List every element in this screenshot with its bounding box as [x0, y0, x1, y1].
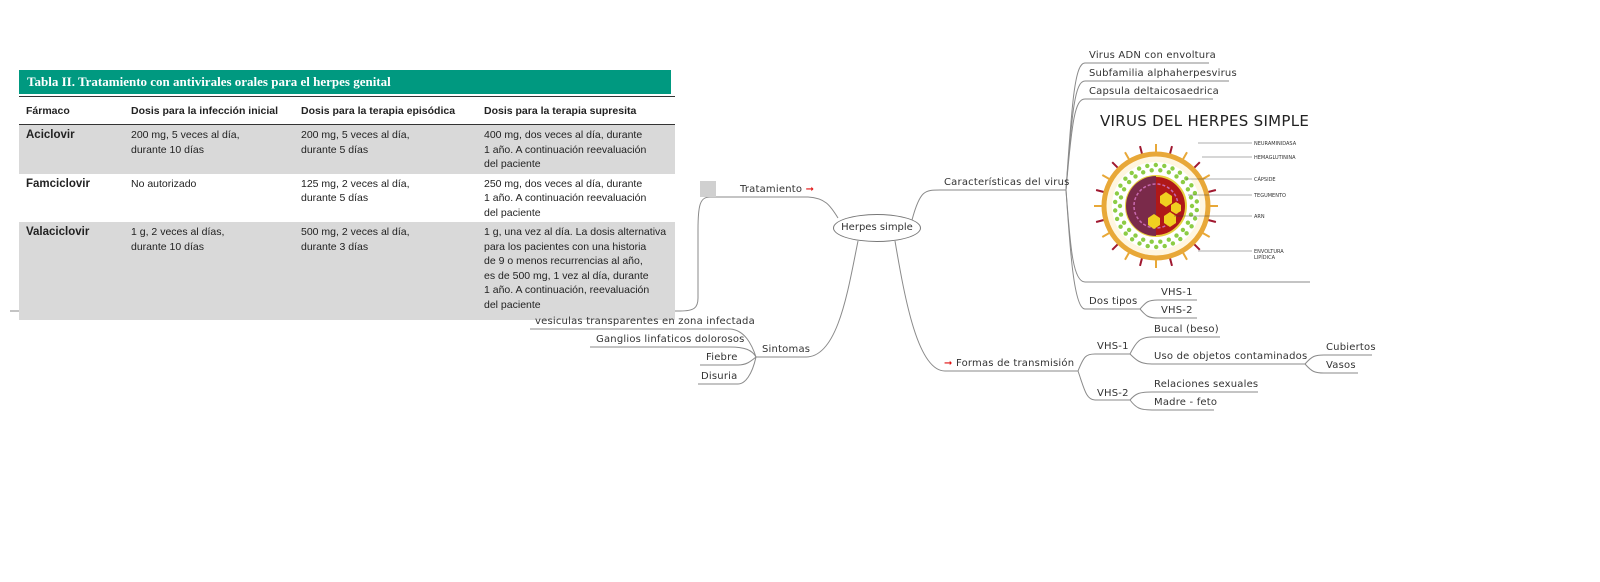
tegument-dot	[1189, 195, 1193, 199]
table-header-cell: Dosis para la infección inicial	[124, 97, 294, 125]
tegument-dot	[1123, 177, 1127, 181]
tegument-dot	[1189, 224, 1193, 228]
tegument-dot	[1181, 180, 1185, 184]
transmission-item[interactable]: Bucal (beso)	[1154, 324, 1219, 335]
tegument-dot	[1189, 183, 1193, 187]
tegument-dot	[1122, 221, 1126, 225]
table-cell: 250 mg, dos veces al día, durante 1 año. A continuación reevaluación del paciente	[484, 177, 647, 219]
table-grid	[19, 96, 675, 320]
virus-label: CÁPSIDE	[1254, 177, 1276, 183]
tegument-dot	[1195, 199, 1199, 203]
characteristic-item[interactable]: Subfamilia alphaherpesvirus	[1089, 68, 1237, 79]
branch-formas[interactable]	[944, 358, 1074, 369]
tegument-dot	[1130, 237, 1134, 241]
drug-name: Aciclovir	[19, 125, 124, 174]
table-cell: 125 mg, 2 veces al día, durante 5 días	[301, 177, 410, 204]
drug-name: Famciclovir	[26, 177, 90, 190]
virus-label: NEURAMINIDASA	[1254, 141, 1297, 147]
tegument-dot	[1186, 187, 1190, 191]
object-item[interactable]: Vasos	[1326, 360, 1356, 371]
branch-caracteristicas[interactable]: Características del virus	[944, 177, 1070, 188]
characteristic-item[interactable]: Virus ADN con envoltura	[1089, 50, 1216, 61]
tegument-dot	[1133, 174, 1137, 178]
tegument-dot	[1154, 245, 1158, 249]
tegument-dot	[1141, 238, 1145, 242]
type-node[interactable]: VHS-1	[1161, 287, 1193, 298]
tegument-dot	[1113, 200, 1117, 204]
virus-diagram	[1090, 110, 1310, 278]
treatment-table	[19, 70, 675, 320]
tegument-dot	[1118, 204, 1122, 208]
tegument-dot	[1167, 238, 1171, 242]
table-row	[19, 174, 675, 223]
tegument-dot	[1137, 241, 1141, 245]
tegument-dot	[1181, 228, 1185, 232]
tegument-dot	[1133, 233, 1137, 237]
virus-label: TEGUMENTO	[1254, 193, 1286, 199]
tegument-dot	[1178, 237, 1182, 241]
transmission-item[interactable]: Uso de objetos contaminados	[1154, 351, 1308, 362]
tegument-dot	[1170, 166, 1174, 170]
table-row	[19, 222, 675, 320]
drug-name: Valaciclovir	[19, 222, 124, 320]
type-node[interactable]: VHS-2	[1161, 305, 1193, 316]
virus-label: ARN	[1254, 214, 1265, 220]
tegument-dot	[1130, 171, 1134, 175]
table-header-row	[19, 97, 675, 125]
table-row	[19, 125, 675, 174]
tegument-dot	[1184, 176, 1188, 180]
link-arrow-icon[interactable]: ➞	[944, 358, 953, 369]
virus-title: VIRUS DEL HERPES SIMPLE	[1100, 112, 1310, 130]
virus-label: LIPÍDICA	[1254, 255, 1275, 261]
tegument-dot	[1115, 191, 1119, 195]
tegument-dot	[1150, 168, 1154, 172]
tegument-dot	[1184, 231, 1188, 235]
table-header-cell: Dosis para la terapia supresita	[477, 97, 675, 125]
tegument-dot	[1127, 228, 1131, 232]
branch-label: Formas de transmisión	[955, 358, 1075, 369]
tegument-dot	[1141, 170, 1145, 174]
branch-tratamiento[interactable]	[740, 184, 814, 195]
table-cell: 400 mg, dos veces al día, durante 1 año. A continuación reevaluación del paciente	[477, 125, 675, 174]
virus-label: HEMAGLUTININA	[1254, 155, 1296, 161]
table-cell: 1 g, una vez al día. La dosis alternativa para los pacientes con una historia de 9 o menos recurrencias al año, es de 500 mg, 1 vez al día, durante 1 año. A continuación, reevaluación del paciente	[477, 222, 675, 320]
dos-tipos-node[interactable]: Dos tipos	[1089, 296, 1138, 307]
tegument-dot	[1145, 164, 1149, 168]
transmission-item[interactable]: Madre - feto	[1154, 397, 1218, 408]
tegument-dot	[1115, 217, 1119, 221]
tegument-dot	[1158, 168, 1162, 172]
tegument-dot	[1119, 212, 1123, 216]
tegument-dot	[1158, 240, 1162, 244]
tegument-dot	[1127, 180, 1131, 184]
tegument-dot	[1193, 191, 1197, 195]
table-cell: 500 mg, 2 veces al día, durante 3 días	[294, 222, 477, 320]
tegument-dot	[1113, 208, 1117, 212]
tegument-dot	[1154, 163, 1158, 167]
tegument-dot	[1167, 170, 1171, 174]
tegument-dot	[1163, 244, 1167, 248]
tegument-dot	[1162, 164, 1166, 168]
tegument-dot	[1118, 184, 1122, 188]
table-header-cell: Dosis para la terapia episódica	[294, 97, 477, 125]
link-arrow-icon[interactable]: ➞	[805, 184, 815, 195]
table-cell: 200 mg, 5 veces al día, durante 5 días	[294, 125, 477, 174]
tegument-dot	[1178, 171, 1182, 175]
tegument-dot	[1174, 233, 1178, 237]
transmission-item[interactable]: Relaciones sexuales	[1154, 379, 1259, 390]
transmission-type-node[interactable]: VHS-2	[1097, 388, 1129, 399]
branch-label: Tratamiento	[740, 184, 803, 195]
virus-label: ENVOLTURA	[1254, 249, 1284, 255]
tegument-dot	[1150, 240, 1154, 244]
tegument-dot	[1137, 166, 1141, 170]
root-node[interactable]: Herpes simple	[833, 214, 921, 242]
tegument-dot	[1174, 174, 1178, 178]
transmission-type-node[interactable]: VHS-1	[1097, 341, 1129, 352]
table-header-cell: Fármaco	[19, 97, 124, 125]
tegument-dot	[1190, 204, 1194, 208]
tegument-dot	[1124, 231, 1128, 235]
virus-illustration	[1090, 110, 1310, 278]
table-title: Tabla II. Tratamiento con antivirales orales para el herpes genital	[19, 70, 671, 94]
tegument-dot	[1122, 187, 1126, 191]
table-cell: 200 mg, 5 veces al día, durante 10 días	[124, 125, 294, 174]
tegument-dot	[1186, 221, 1190, 225]
branch-sintomas[interactable]: Sintomas	[762, 344, 811, 355]
collapse-marker[interactable]	[700, 181, 716, 197]
symptom-item[interactable]: vesiculas transparentes en zona infectada	[535, 316, 755, 327]
tegument-dot	[1171, 241, 1175, 245]
tegument-dot	[1146, 244, 1150, 248]
symptom-item[interactable]: Fiebre	[706, 352, 738, 363]
tegument-dot	[1195, 208, 1199, 212]
characteristic-item[interactable]: Capsula deltaicosaedrica	[1089, 86, 1219, 97]
table-cell: 1 g, 2 veces al días, durante 10 días	[124, 222, 294, 320]
symptom-item[interactable]: Disuria	[701, 371, 738, 382]
table-cell: No autorizado	[131, 177, 197, 190]
symptom-item[interactable]: Ganglios linfaticos dolorosos	[596, 334, 745, 345]
tegument-dot	[1119, 195, 1123, 199]
tegument-dot	[1118, 225, 1122, 229]
object-item[interactable]: Cubiertos	[1326, 342, 1376, 353]
tegument-dot	[1193, 216, 1197, 220]
